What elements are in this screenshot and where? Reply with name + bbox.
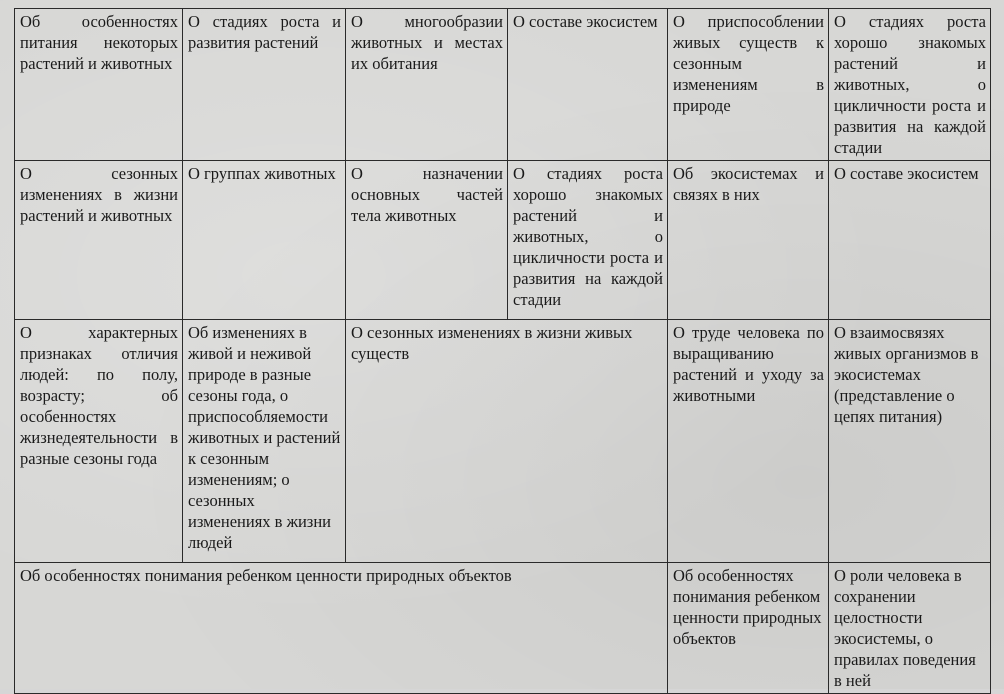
- table-cell: О назначении основных частей тела животных: [346, 161, 508, 320]
- table-cell: О сезонных изменениях в жизни живых существ: [346, 320, 668, 563]
- table-row: [15, 563, 991, 694]
- table-cell: О стадиях роста хорошо знакомых растений и животных, о цикличности роста и развития на каждой стадии: [829, 9, 991, 161]
- table-cell: О составе экосистем: [508, 9, 668, 161]
- table-cell: Об изменениях в живой и неживой природе в разные сезоны года, о приспособляемости животных и растений к сезонным изменениям; о сезонных изменениях в жизни людей: [183, 320, 346, 563]
- table-row: [15, 9, 991, 161]
- table-cell: О труде человека по выращиванию растений и уходу за животными: [668, 320, 829, 563]
- table-cell: Об особенностях понимания ребенком ценности природных объектов: [668, 563, 829, 694]
- table-cell: О стадиях роста и развития растений: [183, 9, 346, 161]
- table-row: [15, 320, 991, 563]
- table-cell: О сезонных изменениях в жизни растений и животных: [15, 161, 183, 320]
- table-cell: О характерных признаках отличия людей: по полу, возрасту; об особенностях жизнедеятельности в разные сезоны года: [15, 320, 183, 563]
- table-cell: О группах животных: [183, 161, 346, 320]
- table-cell: О роли человека в сохранении целостности экосистемы, о правилах поведения в ней: [829, 563, 991, 694]
- table-row: [15, 161, 991, 320]
- table-cell: О приспособлении живых существ к сезонным изменениям в природе: [668, 9, 829, 161]
- table-cell: Об особенностях питания некоторых растений и животных: [15, 9, 183, 161]
- table-cell: О многообразии животных и местах их обитания: [346, 9, 508, 161]
- table-cell: Об особенностях понимания ребенком ценности природных объектов: [15, 563, 668, 694]
- table-cell: Об экосистемах и связях в них: [668, 161, 829, 320]
- table-cell: О стадиях роста хорошо знакомых растений и животных, о цикличности роста и развития на каждой стадии: [508, 161, 668, 320]
- table-cell: О составе экосистем: [829, 161, 991, 320]
- table-cell: О взаимосвязях живых организмов в экосистемах (представление о цепях питания): [829, 320, 991, 563]
- content-table: [14, 8, 991, 694]
